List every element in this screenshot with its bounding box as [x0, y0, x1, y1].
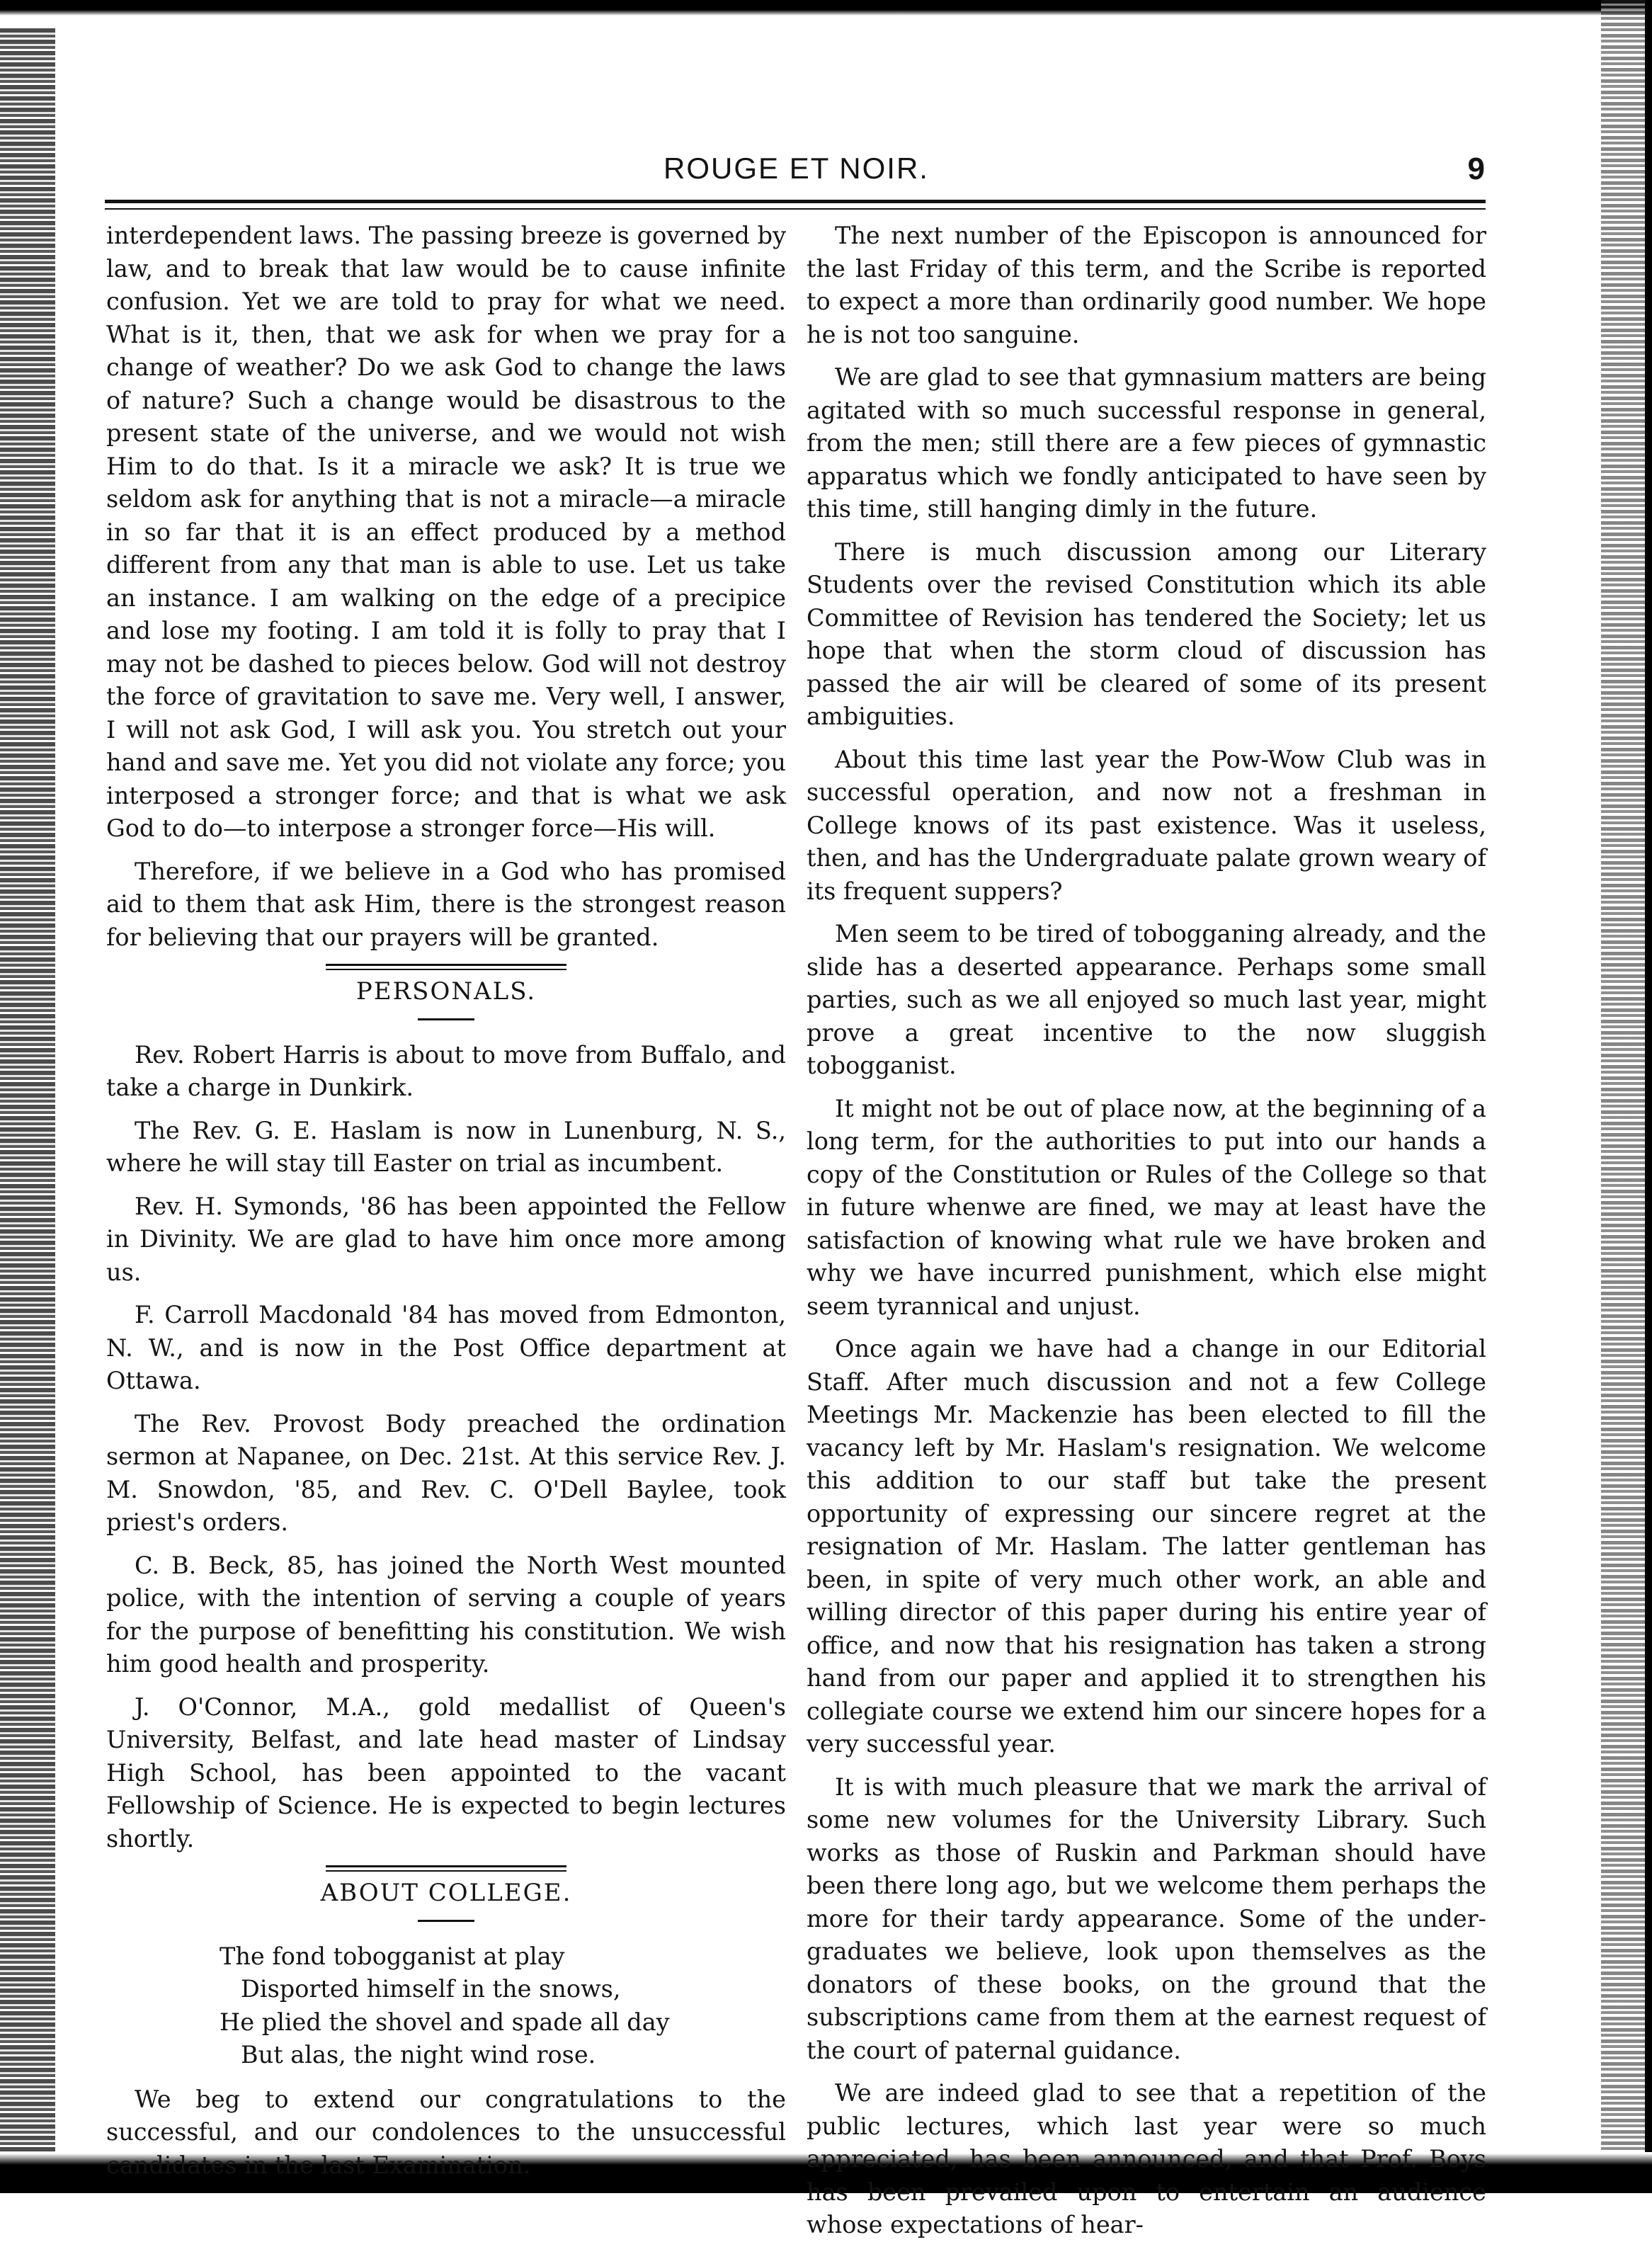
- personals-item: F. Carroll Macdonald '84 has moved from Edmonton, N. W., and is now in the Post Office department at Ottawa.: [106, 1301, 786, 1394]
- left-column: [106, 220, 786, 2179]
- personals-item: J. O'Connor, M.A., gold medallist of Queen's University, Belfast, and late head master of Lindsay High School, has been appointed to the vacant Fellowship of Science. He is expected to begin lectures shortly.: [106, 1692, 786, 1853]
- editorial-paragraph: There is much discussion among our Literary Students over the revised Constitution which its able Committee of Revision has tendered the Society; let us hope that when the storm cloud of discussion has passed the air will be cleared of some of its present ambiguities.: [807, 537, 1486, 730]
- editorial-paragraph: It is with much pleasure that we mark the arrival of some new volumes for the University Library. Such works as those of Ruskin and Parkman should have been there long ago, but we welcome them perhaps the more for their tardy appearance. Some of the under-graduates we believe, look upon themselves as the donators of these books, on the ground that the subscriptions came from them at the earnest request of the court of paternal guidance.: [807, 1772, 1486, 2064]
- poem-line: He plied the shovel and spade all day: [220, 2008, 670, 2036]
- scan-edge-right-border: [1645, 0, 1652, 2193]
- personals-item: C. B. Beck, 85, has joined the North West mounted police, with the intention of serving a couple of years for the purpose of benefitting his constitution. We wish him good health and prosperity.: [106, 1551, 786, 1678]
- poem-verse: [106, 1940, 786, 2072]
- section-divider: [418, 1018, 474, 1020]
- personals-heading: PERSONALS.: [106, 964, 786, 1008]
- editorial-paragraph: Once again we have had a change in our Editorial Staff. After much discussion and not a few College Meetings Mr. Mackenzie has been elected to fill the vacancy left by Mr. Haslam's resignation. We welcome this addition to our staff but take the present opportunity of expressing our sincere regret at the resignation of Mr. Haslam. The latter gentleman has been, in spite of very much other work, an able and willing director of this paper during his entire year of office, and now that his resignation has taken a strong hand from our paper and applied it to strengthen his collegiate course we extend him our sincere hopes for a very successful year.: [807, 1335, 1486, 1758]
- scan-binding-left: [0, 28, 55, 2167]
- right-column: [807, 220, 1486, 2238]
- about-college-heading: ABOUT COLLEGE.: [106, 1865, 786, 1910]
- personals-item: The Rev. G. E. Haslam is now in Lunenburg, N. S., where he will stay till Easter on trial as incumbent.: [106, 1116, 786, 1177]
- editorial-paragraph: About this time last year the Pow-Wow Club was in successful operation, and now not a freshman in College knows of its past existence. Was it useless, then, and has the Undergraduate palate grown weary of its frequent suppers?: [807, 745, 1486, 905]
- editorial-paragraph: It might not be out of place now, at the beginning of a long term, for the authorities to put into our hands a copy of the Constitution or Rules of the College so that in future whenwe are fined, we may at least have the satisfaction of knowing what rule we have broken and why we have incurred punishment, which else might seem tyrannical and unjust.: [807, 1094, 1486, 1320]
- personals-item: Rev. Robert Harris is about to move from Buffalo, and take a charge in Dunkirk.: [106, 1040, 786, 1101]
- scan-edge-top: [0, 0, 1652, 21]
- page-header: [108, 146, 1485, 195]
- personals-item: The Rev. Provost Body preached the ordination sermon at Napanee, on Dec. 21st. At this service Rev. J. M. Snowdon, '85, and Rev. C. O'Dell Baylee, took priest's orders.: [106, 1409, 786, 1536]
- article-closing-paragraph: Therefore, if we believe in a God who has promised aid to them that ask Him, there is the strongest reason for believing that our prayers will be granted.: [106, 857, 786, 951]
- section-divider: [418, 1920, 474, 1922]
- editorial-paragraph: We are indeed glad to see that a repetition of the public lectures, which last year were so much appreciated, has been announced, and that Prof. Boys has been prevailed upon to entertain an audience whose expectations of hear-: [807, 2079, 1486, 2238]
- poem-line: Disported himself in the snows,: [241, 1975, 621, 2003]
- editorial-paragraph: Men seem to be tired of tobogganing already, and the slide has a deserted appearance. Perhaps some small parties, such as we all enjoyed so much last year, might prove a great incentive to the now sluggish tobogganist.: [807, 920, 1486, 1079]
- editorial-paragraph: The next number of the Episcopon is announced for the last Friday of this term, and the Scribe is reported to expect a more than ordinarily good number. We hope he is not too sanguine.: [807, 222, 1486, 348]
- header-double-rule: [105, 200, 1486, 210]
- personals-item: Rev. H. Symonds, '86 has been appointed the Fellow in Divinity. We are glad to have him once more among us.: [106, 1192, 786, 1286]
- about-college-paragraph: We beg to extend our congratulations to the successful, and our condolences to the unsuccessful candidates in the last Examination.: [106, 2085, 786, 2179]
- poem-line: But alas, the night wind rose.: [241, 2041, 596, 2069]
- editorial-paragraph: We are glad to see that gymnasium matters are being agitated with so much successful response in general, from the men; still there are a few pieces of gymnastic apparatus which we fondly anticipated to have seen by this time, still hanging dimly in the future.: [807, 363, 1486, 523]
- poem-line: The fond tobogganist at play: [220, 1942, 565, 1970]
- article-continuation-paragraph: interdependent laws. The passing breeze is governed by law, and to break that law would be to cause infinite confusion. Yet we are told to pray for what we need. What is it, then, that we ask for when we pray for a change of weather? Do we ask God to change the laws of nature? Such a change would be disastrous to the present state of the universe, and we would not wish Him to do that. Is it a miracle we ask? It is true we seldom ask for anything that is not a miracle—a miracle in so far that it is an effect produced by a method different from any that man is able to use. Let us take an instance. I am walking on the edge of a precipice and lose my footing. I am told it is folly to pray that I may not be dashed to pieces below. God will not destroy the force of gravitation to save me. Very well, I answer, I will not ask God, I will ask you. You stretch out your hand and save me. Yet you did not violate any force; you interposed a stronger force; and that is what we ask God to do—to interpose a stronger force—His will.: [106, 222, 786, 842]
- page-number: 9: [1467, 152, 1485, 186]
- running-title: ROUGE ET NOIR.: [663, 152, 929, 185]
